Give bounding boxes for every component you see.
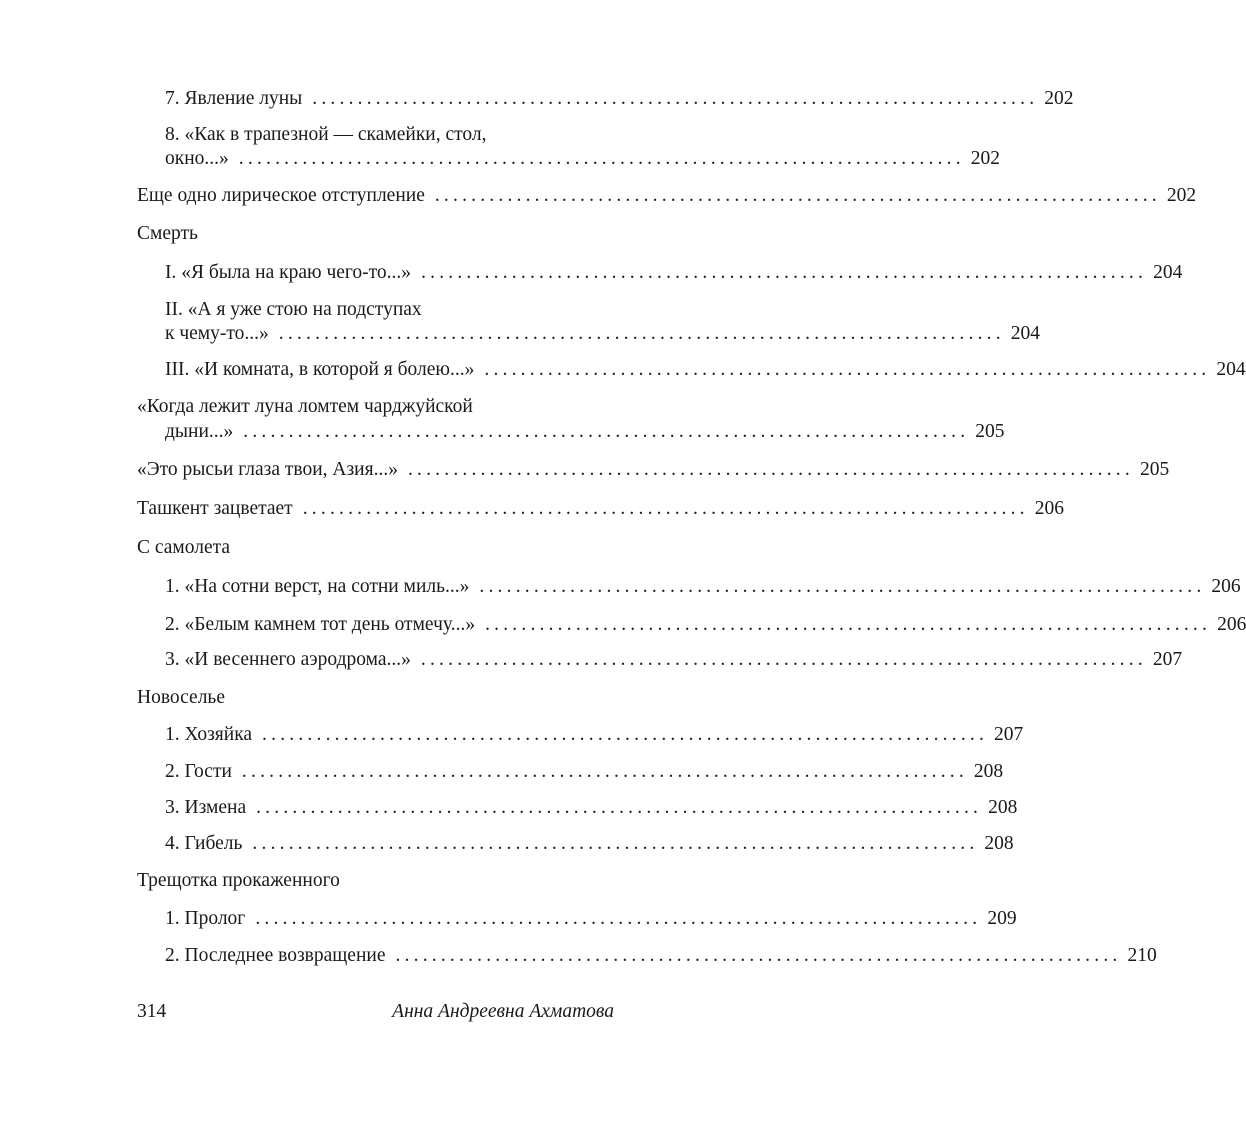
toc-entry-title: 1. «На сотни верст, на сотни миль...»	[165, 576, 470, 597]
running-author: Анна Андреевна Ахматова	[392, 1001, 614, 1022]
toc-entry-title: I. «Я была на краю чего-то...»	[165, 262, 412, 283]
toc-page-number: 208	[984, 833, 1014, 854]
toc-entry-title: 3. «И весеннего аэродрома...»	[165, 649, 411, 670]
toc-entry-title: III. «И комната, в которой я болею...»	[165, 359, 475, 380]
toc-entry-line	[165, 944, 1157, 968]
toc-entry-title: окно...»	[165, 148, 229, 169]
toc-entry-title: дыни...»	[165, 421, 234, 442]
toc-entry-title: 7. Явление луны	[165, 88, 303, 109]
toc-entry-title: к чему-то...»	[165, 323, 269, 344]
toc-section-title: Трещотка прокаженного	[137, 870, 340, 891]
toc-entry-line	[165, 420, 1005, 444]
toc-entry-title: 2. Последнее возвращение	[165, 945, 386, 966]
page-number: 314	[137, 1001, 167, 1022]
toc-entry-title: 1. Пролог	[165, 908, 246, 929]
toc-page-number: 208	[973, 761, 1004, 782]
toc-entry-line	[165, 648, 1183, 672]
dot-leader: ................................................................................	[312, 88, 1039, 109]
toc-entry-line	[165, 613, 1246, 637]
dot-leader: ................................................................................	[484, 359, 1211, 380]
toc-page-number: 206	[1217, 614, 1246, 635]
toc-page-number: 210	[1127, 945, 1157, 966]
toc-page-number: 206	[1034, 498, 1064, 519]
dot-leader: ................................................................................	[407, 459, 1134, 480]
dot-leader: ................................................................................	[485, 614, 1212, 635]
toc-entry-title: Ташкент зацветает	[137, 498, 293, 519]
page-footer	[137, 1000, 614, 1024]
toc-page-number: 207	[1152, 649, 1183, 670]
dot-leader: ................................................................................	[395, 945, 1122, 966]
toc-section-title: С самолета	[137, 537, 231, 558]
dot-leader: ................................................................................	[434, 185, 1161, 206]
toc-entry-line	[165, 907, 1017, 931]
toc-entry-line	[165, 723, 1024, 747]
dot-leader: ................................................................................	[262, 724, 989, 745]
toc-page-number: 206	[1211, 576, 1241, 597]
toc-page-number: 202	[970, 148, 1001, 169]
toc-entry-title: 2. Гости	[165, 761, 232, 782]
dot-leader: ................................................................................	[243, 421, 970, 442]
toc-entry-line	[165, 261, 1183, 285]
toc-entry-title: 4. Гибель	[165, 833, 243, 854]
toc-entry-title: 2. «Белым камнем тот день отмечу...»	[165, 614, 476, 635]
toc-entry-line	[165, 322, 1041, 346]
toc-page-number: 204	[1153, 262, 1183, 283]
dot-leader: ................................................................................	[479, 576, 1206, 597]
dot-leader: ................................................................................	[302, 498, 1029, 519]
toc-entry-line	[137, 184, 1197, 208]
dot-leader: ................................................................................	[255, 908, 982, 929]
toc-entry-title: 1. Хозяйка	[165, 724, 253, 745]
toc-entry-line	[165, 760, 1004, 784]
toc-entry-line	[137, 497, 1064, 521]
toc-entry-line	[137, 458, 1170, 482]
toc-entry-title: «Это рысьи глаза твои, Азия...»	[137, 459, 398, 480]
toc-page-number: 207	[994, 724, 1024, 745]
toc-entry-line	[165, 298, 614, 322]
toc-section-title: Новоселье	[137, 687, 225, 708]
dot-leader: ................................................................................	[238, 148, 965, 169]
toc-entry-title: II. «А я уже стою на подступах	[165, 299, 422, 320]
toc-entry-title: 3. Измена	[165, 797, 247, 818]
dot-leader: ................................................................................	[420, 649, 1147, 670]
dot-leader: ................................................................................	[241, 761, 968, 782]
toc-page-number: 208	[988, 797, 1018, 818]
toc-page-number: 204	[1010, 323, 1041, 344]
toc-page-number: 202	[1166, 185, 1197, 206]
toc-entry-title: 8. «Как в трапезной — скамейки, стол,	[165, 124, 487, 145]
dot-leader: ................................................................................	[252, 833, 979, 854]
dot-leader: ................................................................................	[256, 797, 983, 818]
toc-page-number: 205	[975, 421, 1005, 442]
toc-entry-line	[165, 147, 1001, 171]
toc-entry-line	[165, 87, 1074, 111]
toc-entry-line	[137, 395, 614, 419]
toc-page-number: 205	[1139, 459, 1170, 480]
dot-leader: ................................................................................	[278, 323, 1005, 344]
toc-entry-line	[165, 575, 1241, 599]
toc-entry-line	[165, 358, 1246, 382]
toc-page-number: 204	[1216, 359, 1246, 380]
dot-leader: ................................................................................	[421, 262, 1148, 283]
toc-section-title: Смерть	[137, 223, 198, 244]
toc-entry-title: «Когда лежит луна ломтем чарджуйской	[137, 396, 473, 417]
toc-page-number: 209	[987, 908, 1017, 929]
toc-entry-line	[165, 123, 614, 147]
toc-entry-line	[165, 832, 1014, 856]
toc-entry-line	[165, 796, 1018, 820]
toc-page-number: 202	[1044, 88, 1074, 109]
toc-entry-title: Еще одно лирическое отступление	[137, 185, 425, 206]
